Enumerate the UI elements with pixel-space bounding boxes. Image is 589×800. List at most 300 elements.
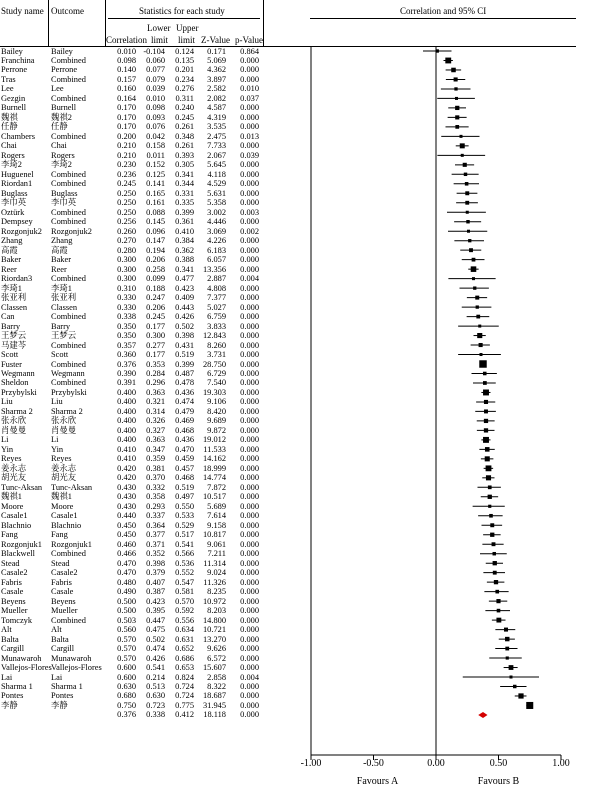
- p-value: 0.000: [240, 198, 259, 208]
- outcome-label: Combined: [51, 359, 86, 369]
- p-value: 0.000: [240, 558, 259, 568]
- effect-marker: [488, 495, 492, 499]
- correlation-value: 0.420: [117, 473, 136, 483]
- summary-correlation: 0.376: [117, 710, 136, 720]
- effect-marker: [451, 68, 456, 73]
- p-value: 0.000: [240, 473, 259, 483]
- z-value: 10.972: [202, 596, 226, 606]
- outcome-label: Beyens: [51, 596, 76, 606]
- effect-marker: [466, 211, 469, 214]
- z-value: 12.843: [202, 331, 226, 341]
- p-value: 0.000: [240, 264, 259, 274]
- effect-marker: [506, 656, 509, 659]
- lower-limit-value: 0.214: [146, 672, 165, 682]
- correlation-value: 0.450: [117, 530, 136, 540]
- effect-marker: [483, 437, 489, 443]
- study-name: Buglass: [1, 188, 28, 198]
- z-value: 7.733: [207, 141, 226, 151]
- effect-marker: [445, 58, 451, 64]
- lower-limit-value: 0.363: [146, 435, 165, 445]
- study-name: Rozgonjuk1: [1, 539, 42, 549]
- p-value: 0.004: [240, 672, 259, 682]
- outcome-label: Combined: [51, 217, 86, 227]
- outcome-label: 胡光友: [51, 473, 77, 483]
- effect-marker: [483, 381, 487, 385]
- z-value: 7.872: [207, 482, 226, 492]
- upper-limit-value: 0.436: [175, 435, 194, 445]
- p-value: 0.000: [240, 378, 259, 388]
- study-name: Beyens: [1, 596, 26, 606]
- z-value: 4.362: [207, 65, 226, 75]
- study-name: Dempsey: [1, 217, 33, 227]
- p-value: 0.000: [240, 511, 259, 521]
- x-tick-label: 1.00: [552, 758, 570, 769]
- upper-limit-value: 0.410: [175, 226, 194, 236]
- lower-limit-value: 0.152: [146, 160, 165, 170]
- study-name: 王梦云: [1, 331, 27, 341]
- lower-limit-value: 0.258: [146, 264, 165, 274]
- outcome-label: Fang: [51, 530, 68, 540]
- z-value: 4.226: [207, 236, 226, 246]
- correlation-value: 0.230: [117, 160, 136, 170]
- study-name: Sheldon: [1, 378, 29, 388]
- correlation-value: 0.300: [117, 264, 136, 274]
- lower-limit-value: 0.125: [146, 169, 165, 179]
- study-name: 李琦2: [1, 160, 22, 170]
- outcome-label: Munawaroh: [51, 653, 92, 663]
- effect-marker: [483, 389, 489, 395]
- z-value: 11.314: [203, 558, 226, 568]
- upper-limit-value: 0.536: [175, 558, 194, 568]
- outcome-label: Combined: [51, 179, 86, 189]
- lower-limit-value: 0.042: [146, 131, 165, 141]
- z-value: 2.082: [207, 93, 226, 103]
- study-name: 任静: [1, 122, 18, 132]
- z-value: 3.833: [207, 321, 226, 331]
- upper-limit-value: 0.634: [175, 625, 194, 635]
- upper-limit-value: 0.631: [175, 634, 194, 644]
- upper-limit-value: 0.547: [175, 577, 194, 587]
- study-name: 魏祺: [1, 112, 18, 122]
- header-outcome: Outcome: [51, 6, 84, 16]
- correlation-value: 0.750: [117, 700, 136, 710]
- outcome-label: Combined: [51, 93, 86, 103]
- outcome-label: 姜永志: [51, 463, 77, 473]
- p-value: 0.000: [240, 606, 259, 616]
- outcome-label: 李巾英: [51, 198, 77, 208]
- p-value: 0.000: [240, 387, 259, 397]
- study-name: Riordan3: [1, 274, 33, 284]
- upper-limit-value: 0.686: [175, 653, 194, 663]
- study-name: Alt: [1, 625, 12, 635]
- effect-marker: [489, 514, 493, 518]
- p-value: 0.000: [240, 141, 259, 151]
- lower-limit-value: 0.630: [146, 691, 165, 701]
- lower-limit-value: 0.165: [146, 188, 165, 198]
- upper-limit-value: 0.305: [175, 160, 194, 170]
- upper-limit-value: 0.519: [175, 350, 194, 360]
- lower-limit-value: 0.314: [146, 406, 165, 416]
- correlation-value: 0.236: [117, 169, 136, 179]
- upper-limit-value: 0.478: [175, 378, 194, 388]
- correlation-value: 0.270: [117, 236, 136, 246]
- study-name: Munawaroh: [1, 653, 42, 663]
- correlation-value: 0.210: [117, 141, 136, 151]
- p-value: 0.000: [240, 236, 259, 246]
- study-name: Perrone: [1, 65, 28, 75]
- correlation-value: 0.390: [117, 368, 136, 378]
- lower-limit-value: 0.475: [146, 625, 165, 635]
- lower-limit-value: 0.161: [146, 198, 165, 208]
- study-name: Chai: [1, 141, 17, 151]
- outcome-label: Combined: [51, 131, 86, 141]
- effect-marker: [472, 258, 476, 262]
- p-value: 0.004: [240, 274, 259, 284]
- p-value: 0.000: [240, 577, 259, 587]
- correlation-value: 0.310: [117, 283, 136, 293]
- study-name: 高霞: [1, 245, 18, 255]
- effect-marker: [484, 419, 488, 423]
- header-upper-1: Upper: [176, 23, 199, 33]
- outcome-label: Rogers: [51, 150, 75, 160]
- effect-marker: [510, 676, 513, 679]
- lower-limit-value: 0.363: [146, 387, 165, 397]
- z-value: 3.002: [207, 207, 226, 217]
- study-name: 李巾英: [1, 198, 27, 208]
- lower-limit-value: 0.379: [146, 568, 165, 578]
- upper-limit-value: 0.468: [175, 473, 194, 483]
- upper-limit-value: 0.592: [175, 606, 194, 616]
- lower-limit-value: 0.247: [146, 293, 165, 303]
- header-ci-title: Correlation and 95% CI: [400, 6, 487, 16]
- study-name: Mueller: [1, 606, 28, 616]
- upper-limit-value: 0.341: [175, 169, 194, 179]
- effect-marker: [509, 665, 514, 670]
- lower-limit-value: 0.296: [146, 378, 165, 388]
- header-lower-1: Lower: [147, 23, 171, 33]
- z-value: 9.689: [207, 416, 226, 426]
- correlation-value: 0.480: [117, 577, 136, 587]
- study-name: Reyes: [1, 454, 22, 464]
- upper-limit-value: 0.245: [175, 112, 194, 122]
- outcome-label: Cargill: [51, 644, 75, 654]
- correlation-value: 0.350: [117, 321, 136, 331]
- p-value: 0.000: [240, 549, 259, 559]
- z-value: 4.808: [207, 283, 226, 293]
- correlation-value: 0.450: [117, 520, 136, 530]
- correlation-value: 0.376: [117, 359, 136, 369]
- correlation-value: 0.350: [117, 331, 136, 341]
- correlation-value: 0.430: [117, 492, 136, 502]
- header-statistics: Statistics for each study: [139, 6, 225, 16]
- study-name: Balta: [1, 634, 19, 644]
- study-name: Blachnio: [1, 520, 32, 530]
- upper-limit-value: 0.426: [175, 312, 194, 322]
- p-value: 0.000: [240, 681, 259, 691]
- upper-limit-value: 0.240: [175, 103, 194, 113]
- study-name: Vallejos-Flores: [1, 663, 52, 673]
- upper-limit-value: 0.384: [175, 236, 194, 246]
- p-value: 0.000: [240, 425, 259, 435]
- outcome-label: Moore: [51, 501, 74, 511]
- correlation-value: 0.400: [117, 397, 136, 407]
- study-name: Casale2: [1, 568, 28, 578]
- z-value: 11.533: [203, 444, 226, 454]
- upper-limit-value: 0.393: [175, 150, 194, 160]
- effect-marker: [480, 353, 483, 356]
- lower-limit-value: 0.371: [146, 539, 165, 549]
- p-value: 0.000: [240, 615, 259, 625]
- z-value: 18.999: [202, 463, 226, 473]
- header-correlation: Correlation: [106, 35, 147, 45]
- p-value: 0.039: [240, 150, 259, 160]
- p-value: 0.000: [240, 65, 259, 75]
- effect-marker: [467, 230, 470, 233]
- outcome-label: 高霞: [51, 245, 68, 255]
- p-value: 0.000: [240, 444, 259, 454]
- lower-limit-value: 0.096: [146, 226, 165, 236]
- x-tick-label: -1.00: [300, 758, 322, 769]
- study-name: Li: [1, 435, 9, 445]
- lower-limit-value: 0.188: [146, 283, 165, 293]
- z-value: 6.572: [207, 653, 226, 663]
- z-value: 4.319: [207, 112, 226, 122]
- correlation-value: 0.400: [117, 435, 136, 445]
- correlation-value: 0.170: [117, 122, 136, 132]
- summary-z-value: 18.118: [203, 710, 226, 720]
- upper-limit-value: 0.399: [175, 359, 194, 369]
- correlation-value: 0.440: [117, 511, 136, 521]
- lower-limit-value: 0.358: [146, 492, 165, 502]
- header-p-value: p-Value: [235, 35, 263, 45]
- upper-limit-value: 0.556: [175, 615, 194, 625]
- study-name: Cargill: [1, 644, 25, 654]
- lower-limit-value: 0.206: [146, 255, 165, 265]
- study-name: Franchina: [1, 55, 35, 65]
- z-value: 4.529: [207, 179, 226, 189]
- lower-limit-value: 0.359: [146, 454, 165, 464]
- effect-marker: [505, 647, 509, 651]
- upper-limit-value: 0.234: [175, 74, 194, 84]
- upper-limit-value: 0.398: [175, 331, 194, 341]
- outcome-label: 魏祺1: [51, 492, 72, 502]
- upper-limit-value: 0.362: [175, 245, 194, 255]
- correlation-value: 0.490: [117, 587, 136, 597]
- study-name: Rogers: [1, 150, 25, 160]
- p-value: 0.000: [240, 644, 259, 654]
- lower-limit-value: 0.177: [146, 350, 165, 360]
- p-value: 0.000: [240, 74, 259, 84]
- lower-limit-value: 0.513: [146, 681, 165, 691]
- z-value: 9.024: [207, 568, 226, 578]
- lower-limit-value: 0.474: [146, 644, 165, 654]
- z-value: 4.446: [207, 217, 226, 227]
- lower-limit-value: 0.099: [146, 274, 165, 284]
- effect-marker: [455, 97, 458, 100]
- p-value: 0.000: [240, 179, 259, 189]
- correlation-value: 0.500: [117, 606, 136, 616]
- correlation-value: 0.164: [117, 93, 136, 103]
- study-name: Blackwell: [1, 549, 35, 559]
- outcome-label: Rozgonjuk2: [51, 226, 92, 236]
- p-value: 0.000: [240, 700, 259, 710]
- effect-marker: [476, 315, 480, 319]
- effect-marker: [465, 191, 469, 195]
- outcome-label: Scott: [51, 350, 69, 360]
- study-name: Classen: [1, 302, 28, 312]
- outcome-label: Blachnio: [51, 520, 82, 530]
- z-value: 7.211: [207, 549, 226, 559]
- lower-limit-value: 0.177: [146, 321, 165, 331]
- correlation-value: 0.160: [117, 84, 136, 94]
- study-name: Tras: [1, 74, 16, 84]
- outcome-label: Combined: [51, 169, 86, 179]
- lower-limit-value: 0.011: [146, 150, 165, 160]
- outcome-label: Burnell: [51, 103, 77, 113]
- upper-limit-value: 0.388: [175, 255, 194, 265]
- p-value: 0.000: [240, 112, 259, 122]
- z-value: 9.061: [207, 539, 226, 549]
- effect-marker: [526, 702, 533, 709]
- z-value: 10.817: [202, 530, 226, 540]
- outcome-label: 任静: [51, 122, 68, 132]
- study-name: Reer: [1, 264, 17, 274]
- z-value: 5.631: [207, 188, 226, 198]
- outcome-label: Combined: [51, 274, 86, 284]
- z-value: 3.897: [207, 74, 226, 84]
- z-value: 7.377: [207, 293, 226, 303]
- z-value: 0.171: [207, 46, 226, 56]
- outcome-label: Combined: [51, 378, 86, 388]
- outcome-label: Sharma 2: [51, 406, 83, 416]
- lower-limit-value: 0.245: [146, 312, 165, 322]
- study-name: 张亚利: [1, 293, 27, 303]
- p-value: 0.000: [240, 435, 259, 445]
- lower-limit-value: 0.395: [146, 606, 165, 616]
- outcome-label: Perrone: [51, 65, 78, 75]
- lower-limit-value: 0.381: [146, 463, 165, 473]
- p-value: 0.000: [240, 568, 259, 578]
- z-value: 18.687: [202, 691, 226, 701]
- effect-marker: [461, 154, 464, 157]
- outcome-label: Alt: [51, 625, 62, 635]
- z-value: 13.356: [202, 264, 226, 274]
- favours-a-label: Favours A: [356, 776, 399, 787]
- z-value: 6.729: [207, 368, 226, 378]
- lower-limit-value: 0.327: [146, 425, 165, 435]
- outcome-label: Combined: [51, 615, 86, 625]
- study-name: Yin: [1, 444, 14, 454]
- study-name: Lai: [1, 672, 13, 682]
- effect-marker: [436, 49, 439, 52]
- z-value: 6.183: [207, 245, 226, 255]
- correlation-value: 0.098: [117, 55, 136, 65]
- outcome-label: Li: [51, 435, 59, 445]
- correlation-value: 0.600: [117, 663, 136, 673]
- correlation-value: 0.560: [117, 625, 136, 635]
- p-value: 0.000: [240, 217, 259, 227]
- p-value: 0.000: [240, 520, 259, 530]
- correlation-value: 0.400: [117, 387, 136, 397]
- z-value: 5.689: [207, 501, 226, 511]
- p-value: 0.000: [240, 625, 259, 635]
- effect-marker: [468, 239, 471, 242]
- z-value: 8.260: [207, 340, 226, 350]
- effect-marker: [493, 571, 497, 575]
- correlation-value: 0.245: [117, 179, 136, 189]
- study-name: Fang: [1, 530, 18, 540]
- outcome-label: 魏祺2: [51, 112, 72, 122]
- outcome-label: 王梦云: [51, 331, 77, 341]
- study-name: 魏祺1: [1, 492, 22, 502]
- study-name: Tunc-Aksan: [1, 482, 43, 492]
- upper-limit-value: 0.469: [175, 416, 194, 426]
- lower-limit-value: 0.398: [146, 558, 165, 568]
- correlation-value: 0.170: [117, 112, 136, 122]
- p-value: 0.000: [240, 160, 259, 170]
- study-name: Przybylski: [1, 387, 37, 397]
- correlation-value: 0.430: [117, 501, 136, 511]
- upper-limit-value: 0.399: [175, 207, 194, 217]
- upper-limit-value: 0.550: [175, 501, 194, 511]
- correlation-value: 0.500: [117, 596, 136, 606]
- effect-marker: [460, 143, 465, 148]
- outcome-label: Mueller: [51, 606, 78, 616]
- upper-limit-value: 0.431: [175, 340, 194, 350]
- correlation-value: 0.280: [117, 245, 136, 255]
- z-value: 6.759: [207, 312, 226, 322]
- effect-marker: [463, 163, 467, 167]
- outcome-label: Fabris: [51, 577, 72, 587]
- p-value: 0.000: [240, 103, 259, 113]
- study-name: Fuster: [1, 359, 22, 369]
- lower-limit-value: 0.352: [146, 549, 165, 559]
- z-value: 19.012: [202, 435, 226, 445]
- correlation-value: 0.250: [117, 207, 136, 217]
- study-name: 李静: [1, 700, 18, 710]
- upper-limit-value: 0.824: [175, 672, 194, 682]
- z-value: 9.106: [207, 397, 226, 407]
- correlation-value: 0.200: [117, 131, 136, 141]
- effect-marker: [488, 505, 491, 508]
- lower-limit-value: 0.093: [146, 112, 165, 122]
- effect-marker: [484, 400, 488, 404]
- lower-limit-value: 0.147: [146, 236, 165, 246]
- p-value: 0.000: [240, 169, 259, 179]
- p-value: 0.000: [240, 587, 259, 597]
- outcome-label: Casale1: [51, 511, 78, 521]
- lower-limit-value: 0.370: [146, 473, 165, 483]
- upper-limit-value: 0.652: [175, 644, 194, 654]
- upper-limit-value: 0.487: [175, 368, 194, 378]
- outcome-label: Lee: [51, 84, 64, 94]
- p-value: 0.000: [240, 663, 259, 673]
- outcome-label: Yin: [51, 444, 64, 454]
- p-value: 0.864: [240, 46, 259, 56]
- lower-limit-value: 0.332: [146, 482, 165, 492]
- effect-marker: [455, 125, 459, 129]
- effect-marker: [495, 590, 499, 594]
- upper-limit-value: 0.517: [175, 530, 194, 540]
- lower-limit-value: 0.364: [146, 520, 165, 530]
- outcome-label: 李琦2: [51, 160, 72, 170]
- outcome-label: Vallejos-Flores: [51, 663, 102, 673]
- correlation-value: 0.300: [117, 274, 136, 284]
- z-value: 2.858: [207, 672, 226, 682]
- z-value: 5.645: [207, 160, 226, 170]
- upper-limit-value: 0.570: [175, 596, 194, 606]
- effect-marker: [478, 325, 481, 328]
